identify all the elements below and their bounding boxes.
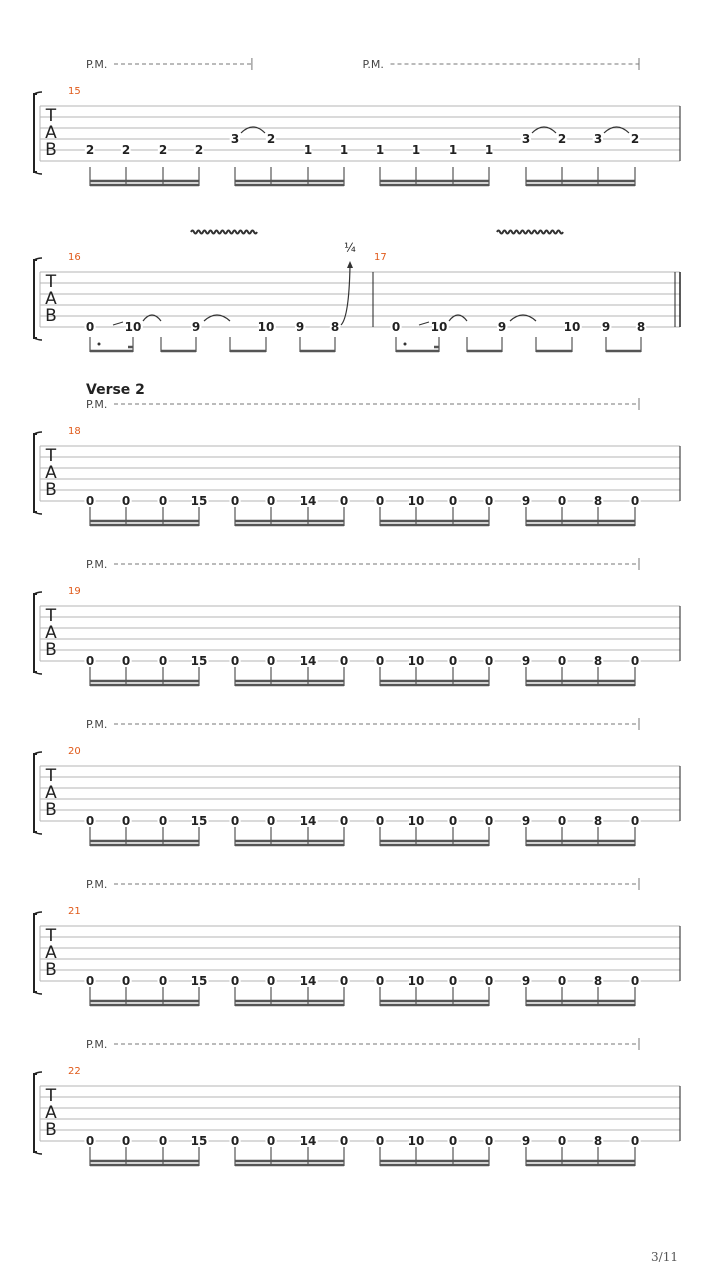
fret-number: 1 bbox=[303, 143, 313, 157]
fret-number: 0 bbox=[557, 974, 567, 988]
fret-number: 10 bbox=[407, 654, 425, 668]
fret-number: 3 bbox=[230, 132, 240, 146]
fret-number: 2 bbox=[121, 143, 131, 157]
fret-number: 0 bbox=[375, 494, 385, 508]
fret-number: 0 bbox=[266, 494, 276, 508]
fret-number: 0 bbox=[85, 1134, 95, 1148]
palm-mute-label: P.M. bbox=[86, 558, 108, 571]
fret-number: 9 bbox=[521, 974, 531, 988]
fret-number: 0 bbox=[557, 814, 567, 828]
bracket-hook-bottom bbox=[34, 512, 42, 514]
fret-number: 1 bbox=[411, 143, 421, 157]
measure-number: 20 bbox=[68, 746, 81, 757]
fret-number: 9 bbox=[295, 320, 305, 334]
fret-number: 1 bbox=[448, 143, 458, 157]
fret-number: 0 bbox=[85, 814, 95, 828]
tab-clef-letter: A bbox=[45, 783, 57, 803]
measure-number: 18 bbox=[68, 426, 81, 437]
tab-clef-letter: B bbox=[45, 640, 57, 660]
fret-number: 0 bbox=[375, 974, 385, 988]
tab-clef-letter: B bbox=[45, 800, 57, 820]
fret-number: 0 bbox=[448, 1134, 458, 1148]
fret-number: 0 bbox=[630, 654, 640, 668]
fret-number: 10 bbox=[407, 974, 425, 988]
bracket-hook-top bbox=[34, 432, 42, 434]
fret-number: 10 bbox=[407, 494, 425, 508]
fret-number: 0 bbox=[230, 494, 240, 508]
fret-number: 8 bbox=[593, 654, 603, 668]
fret-number: 0 bbox=[121, 814, 131, 828]
fret-number: 10 bbox=[407, 1134, 425, 1148]
rhythm-dot bbox=[404, 343, 407, 346]
fret-number: 0 bbox=[158, 654, 168, 668]
fret-number: 14 bbox=[299, 1134, 317, 1148]
fret-number: 9 bbox=[497, 320, 507, 334]
tab-clef-letter: A bbox=[45, 289, 57, 309]
fret-number: 15 bbox=[190, 974, 208, 988]
fret-number: 10 bbox=[563, 320, 581, 334]
tab-clef-letter: B bbox=[45, 1120, 57, 1140]
fret-number: 15 bbox=[190, 814, 208, 828]
fret-number: 0 bbox=[158, 1134, 168, 1148]
fret-number: 0 bbox=[339, 654, 349, 668]
fret-number: 8 bbox=[593, 1134, 603, 1148]
fret-number: 0 bbox=[121, 654, 131, 668]
fret-number: 0 bbox=[448, 494, 458, 508]
palm-mute-label: P.M. bbox=[86, 878, 108, 891]
measure-number: 15 bbox=[68, 86, 81, 97]
fret-number: 0 bbox=[630, 1134, 640, 1148]
fret-number: 0 bbox=[230, 974, 240, 988]
bend-amount: ¼ bbox=[344, 241, 356, 255]
fret-number: 0 bbox=[557, 494, 567, 508]
fret-number: 0 bbox=[266, 974, 276, 988]
slide-line bbox=[113, 322, 123, 325]
fret-number: 14 bbox=[299, 494, 317, 508]
palm-mute-label: P.M. bbox=[86, 1038, 108, 1051]
fret-number: 0 bbox=[85, 320, 95, 334]
fret-number: 0 bbox=[158, 974, 168, 988]
fret-number: 0 bbox=[158, 814, 168, 828]
tab-clef-letter: B bbox=[45, 140, 57, 160]
bracket-hook-bottom bbox=[34, 338, 42, 340]
fret-number: 2 bbox=[85, 143, 95, 157]
tab-clef-letter: T bbox=[45, 272, 57, 292]
fret-number: 0 bbox=[230, 814, 240, 828]
tab-clef-letter: A bbox=[45, 463, 57, 483]
fret-number: 0 bbox=[484, 974, 494, 988]
fret-number: 0 bbox=[448, 654, 458, 668]
fret-number: 0 bbox=[391, 320, 401, 334]
fret-number: 0 bbox=[339, 814, 349, 828]
fret-number: 10 bbox=[257, 320, 275, 334]
fret-number: 0 bbox=[339, 494, 349, 508]
staff-bracket bbox=[34, 1074, 37, 1152]
bracket-hook-top bbox=[34, 92, 42, 94]
fret-number: 0 bbox=[630, 814, 640, 828]
fret-number: 14 bbox=[299, 814, 317, 828]
measure-number: 19 bbox=[68, 586, 81, 597]
vibrato-mark bbox=[191, 231, 257, 234]
staff-bracket bbox=[34, 754, 37, 832]
measure-number: 21 bbox=[68, 906, 81, 917]
fret-number: 0 bbox=[557, 1134, 567, 1148]
staff-bracket bbox=[34, 260, 37, 338]
fret-number: 9 bbox=[191, 320, 201, 334]
measure-number: 22 bbox=[68, 1066, 81, 1077]
tab-clef-letter: B bbox=[45, 480, 57, 500]
fret-number: 15 bbox=[190, 494, 208, 508]
bracket-hook-bottom bbox=[34, 992, 42, 994]
fret-number: 0 bbox=[557, 654, 567, 668]
fret-number: 0 bbox=[230, 654, 240, 668]
fret-number: 0 bbox=[484, 814, 494, 828]
section-label: Verse 2 bbox=[86, 382, 145, 398]
fret-number: 8 bbox=[593, 814, 603, 828]
bracket-hook-bottom bbox=[34, 832, 42, 834]
palm-mute-label: P.M. bbox=[362, 58, 384, 71]
fret-number: 2 bbox=[266, 132, 276, 146]
bracket-hook-bottom bbox=[34, 172, 42, 174]
fret-number: 0 bbox=[448, 814, 458, 828]
fret-number: 1 bbox=[339, 143, 349, 157]
fret-number: 0 bbox=[630, 974, 640, 988]
tab-clef-letter: T bbox=[45, 446, 57, 466]
tab-clef-letter: T bbox=[45, 926, 57, 946]
measure-number: 17 bbox=[374, 252, 387, 263]
fret-number: 0 bbox=[339, 1134, 349, 1148]
fret-number: 15 bbox=[190, 654, 208, 668]
fret-number: 8 bbox=[330, 320, 340, 334]
fret-number: 0 bbox=[121, 1134, 131, 1148]
fret-number: 1 bbox=[484, 143, 494, 157]
fret-number: 0 bbox=[484, 1134, 494, 1148]
tab-clef-letter: T bbox=[45, 606, 57, 626]
fret-number: 8 bbox=[593, 494, 603, 508]
fret-number: 2 bbox=[158, 143, 168, 157]
tab-clef-letter: B bbox=[45, 960, 57, 980]
fret-number: 10 bbox=[430, 320, 448, 334]
bracket-hook-top bbox=[34, 258, 42, 260]
bracket-hook-top bbox=[34, 592, 42, 594]
fret-number: 14 bbox=[299, 974, 317, 988]
staff-bracket bbox=[34, 434, 37, 512]
fret-number: 0 bbox=[158, 494, 168, 508]
bend-arrowhead bbox=[347, 261, 353, 268]
tab-clef-letter: A bbox=[45, 123, 57, 143]
fret-number: 0 bbox=[121, 974, 131, 988]
measure-number: 16 bbox=[68, 252, 81, 263]
fret-number: 0 bbox=[375, 814, 385, 828]
fret-number: 0 bbox=[448, 974, 458, 988]
fret-number: 9 bbox=[521, 1134, 531, 1148]
fret-number: 15 bbox=[190, 1134, 208, 1148]
tab-clef-letter: B bbox=[45, 306, 57, 326]
fret-number: 0 bbox=[630, 494, 640, 508]
fret-number: 10 bbox=[407, 814, 425, 828]
staff-bracket bbox=[34, 94, 37, 172]
tab-clef-letter: A bbox=[45, 1103, 57, 1123]
fret-number: 2 bbox=[194, 143, 204, 157]
fret-number: 0 bbox=[85, 974, 95, 988]
slide-line bbox=[419, 322, 429, 325]
fret-number: 9 bbox=[521, 494, 531, 508]
staff-bracket bbox=[34, 914, 37, 992]
fret-number: 1 bbox=[375, 143, 385, 157]
fret-number: 0 bbox=[121, 494, 131, 508]
bracket-hook-bottom bbox=[34, 672, 42, 674]
bracket-hook-top bbox=[34, 912, 42, 914]
fret-number: 3 bbox=[593, 132, 603, 146]
vibrato-mark bbox=[497, 231, 563, 234]
rhythm-dot bbox=[98, 343, 101, 346]
fret-number: 9 bbox=[521, 814, 531, 828]
tab-clef-letter: A bbox=[45, 943, 57, 963]
fret-number: 0 bbox=[484, 494, 494, 508]
fret-number: 9 bbox=[601, 320, 611, 334]
fret-number: 0 bbox=[266, 1134, 276, 1148]
fret-number: 0 bbox=[266, 654, 276, 668]
tab-clef-letter: T bbox=[45, 106, 57, 126]
fret-number: 0 bbox=[339, 974, 349, 988]
fret-number: 8 bbox=[593, 974, 603, 988]
fret-number: 14 bbox=[299, 654, 317, 668]
tab-clef-letter: T bbox=[45, 1086, 57, 1106]
tab-clef-letter: T bbox=[45, 766, 57, 786]
fret-number: 2 bbox=[630, 132, 640, 146]
fret-number: 0 bbox=[375, 1134, 385, 1148]
bracket-hook-top bbox=[34, 1072, 42, 1074]
fret-number: 10 bbox=[124, 320, 142, 334]
fret-number: 0 bbox=[230, 1134, 240, 1148]
palm-mute-label: P.M. bbox=[86, 58, 108, 71]
palm-mute-label: P.M. bbox=[86, 398, 108, 411]
fret-number: 0 bbox=[85, 494, 95, 508]
fret-number: 8 bbox=[636, 320, 646, 334]
fret-number: 0 bbox=[85, 654, 95, 668]
fret-number: 9 bbox=[521, 654, 531, 668]
palm-mute-label: P.M. bbox=[86, 718, 108, 731]
fret-number: 0 bbox=[484, 654, 494, 668]
fret-number: 2 bbox=[557, 132, 567, 146]
page-number: 3/11 bbox=[651, 1250, 678, 1264]
bracket-hook-top bbox=[34, 752, 42, 754]
fret-number: 3 bbox=[521, 132, 531, 146]
tab-clef-letter: A bbox=[45, 623, 57, 643]
fret-number: 0 bbox=[266, 814, 276, 828]
staff-bracket bbox=[34, 594, 37, 672]
bracket-hook-bottom bbox=[34, 1152, 42, 1154]
fret-number: 0 bbox=[375, 654, 385, 668]
